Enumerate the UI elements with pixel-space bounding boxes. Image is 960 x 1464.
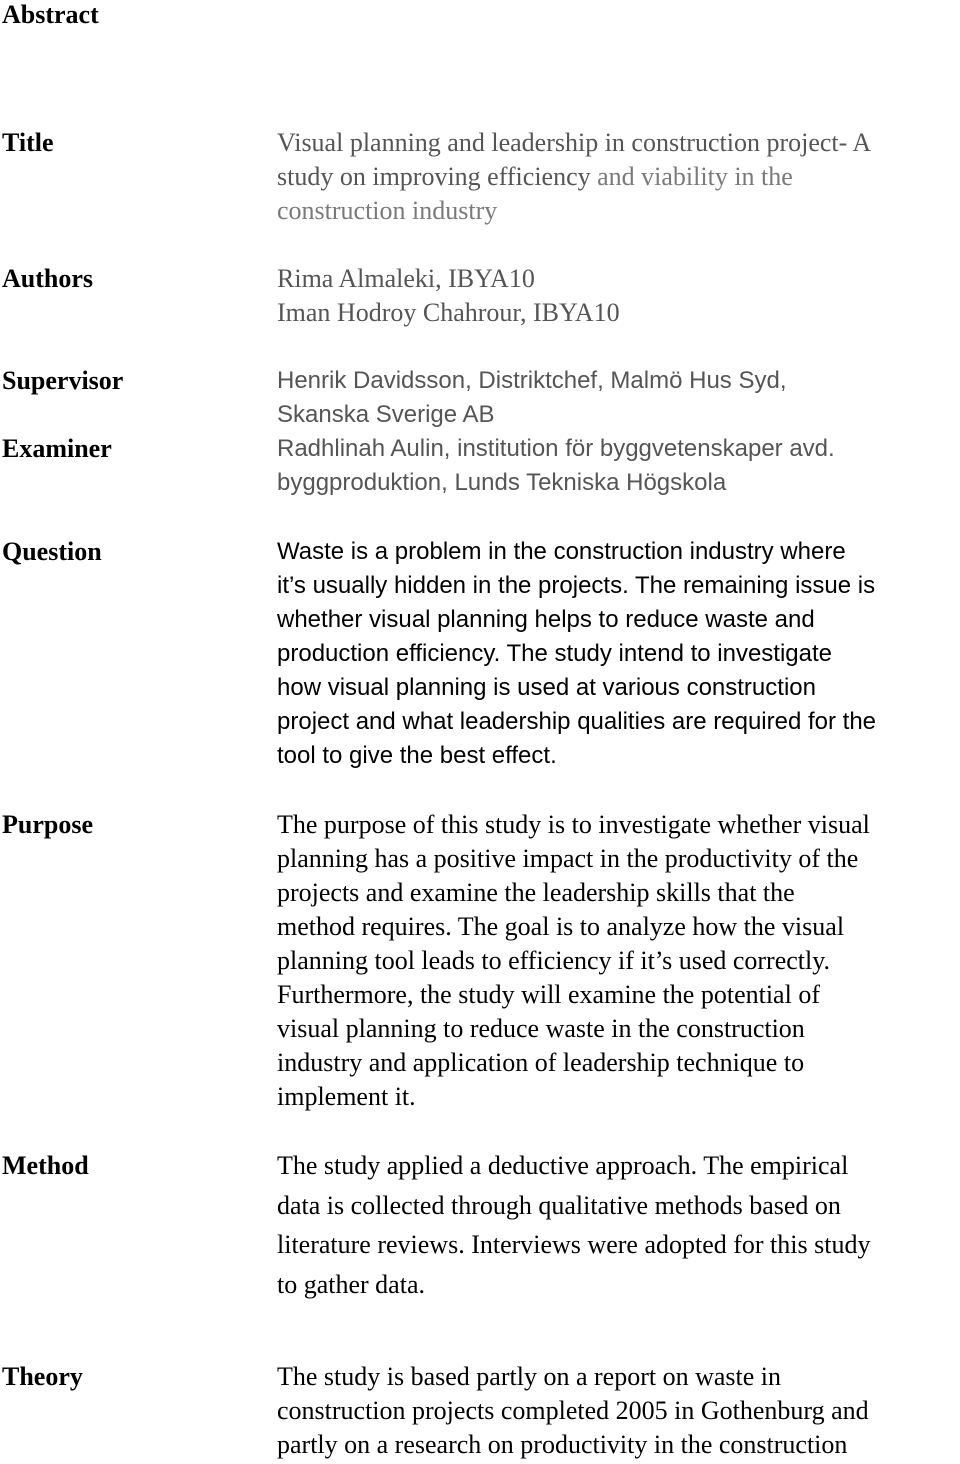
question-line: Waste is a problem in the construction industry where (277, 538, 846, 565)
purpose-line: planning has a positive impact in the productivity of the (277, 844, 859, 873)
method-line: literature reviews. Interviews were adopted for this study (277, 1230, 871, 1259)
authors-value (277, 262, 957, 330)
title-line-part: study on improving efficiency (277, 162, 591, 191)
method-value (277, 1146, 957, 1304)
supervisor-label: Supervisor (2, 366, 124, 395)
examiner-value (277, 432, 957, 500)
title-line-part: and viability in the (590, 162, 793, 191)
title-line (277, 160, 957, 194)
title-line: Visual planning and leadership in construction project- A (277, 128, 872, 157)
purpose-line: implement it. (277, 1082, 416, 1111)
examiner-line: byggproduktion, Lunds Tekniska Högskola (277, 469, 727, 496)
question-label: Question (2, 537, 102, 566)
supervisor-value (277, 364, 957, 432)
question-line: whether visual planning helps to reduce waste and (277, 606, 815, 633)
authors-label: Authors (2, 264, 94, 293)
method-line: The study applied a deductive approach. The empirical (277, 1151, 849, 1180)
supervisor-line: Skanska Sverige AB (277, 401, 495, 428)
title-line: construction industry (277, 196, 498, 225)
examiner-line: Radhlinah Aulin, institution för byggvetenskaper avd. (277, 435, 835, 462)
theory-label: Theory (2, 1362, 83, 1391)
question-line: it’s usually hidden in the projects. The remaining issue is (277, 572, 876, 599)
purpose-line: planning tool leads to efficiency if it’s used correctly. (277, 946, 831, 975)
question-line: how visual planning is used at various construction (277, 674, 816, 701)
purpose-line: visual planning to reduce waste in the construction (277, 1014, 805, 1043)
author-line: Iman Hodroy Chahrour, IBYA10 (277, 298, 620, 327)
examiner-label: Examiner (2, 434, 112, 463)
purpose-label: Purpose (2, 810, 93, 839)
theory-line: construction projects completed 2005 in Gothenburg and (277, 1396, 869, 1425)
supervisor-line: Henrik Davidsson, Distriktchef, Malmö Hus Syd, (277, 367, 787, 394)
question-line: tool to give the best effect. (277, 742, 557, 769)
theory-line: partly on a research on productivity in the construction (277, 1430, 848, 1459)
purpose-value (277, 808, 957, 1114)
theory-value (277, 1360, 957, 1462)
author-line: Rima Almaleki, IBYA10 (277, 264, 535, 293)
question-line: production efficiency. The study intend to investigate (277, 640, 833, 667)
method-line: to gather data. (277, 1269, 425, 1299)
method-label: Method (2, 1151, 89, 1180)
question-line: project and what leadership qualities are required for the (277, 708, 877, 735)
abstract-heading: Abstract (2, 0, 99, 29)
theory-line: The study is based partly on a report on waste in (277, 1362, 781, 1391)
question-value (277, 535, 957, 773)
purpose-line: The purpose of this study is to investigate whether visual (277, 810, 870, 839)
method-line: data is collected through qualitative methods based on (277, 1190, 841, 1220)
title-value (277, 126, 957, 228)
purpose-line: Furthermore, the study will examine the potential of (277, 980, 820, 1009)
purpose-line: projects and examine the leadership skills that the (277, 878, 795, 907)
title-label: Title (2, 128, 54, 157)
purpose-line: method requires. The goal is to analyze how the visual (277, 912, 845, 941)
purpose-line: industry and application of leadership technique to (277, 1048, 805, 1077)
